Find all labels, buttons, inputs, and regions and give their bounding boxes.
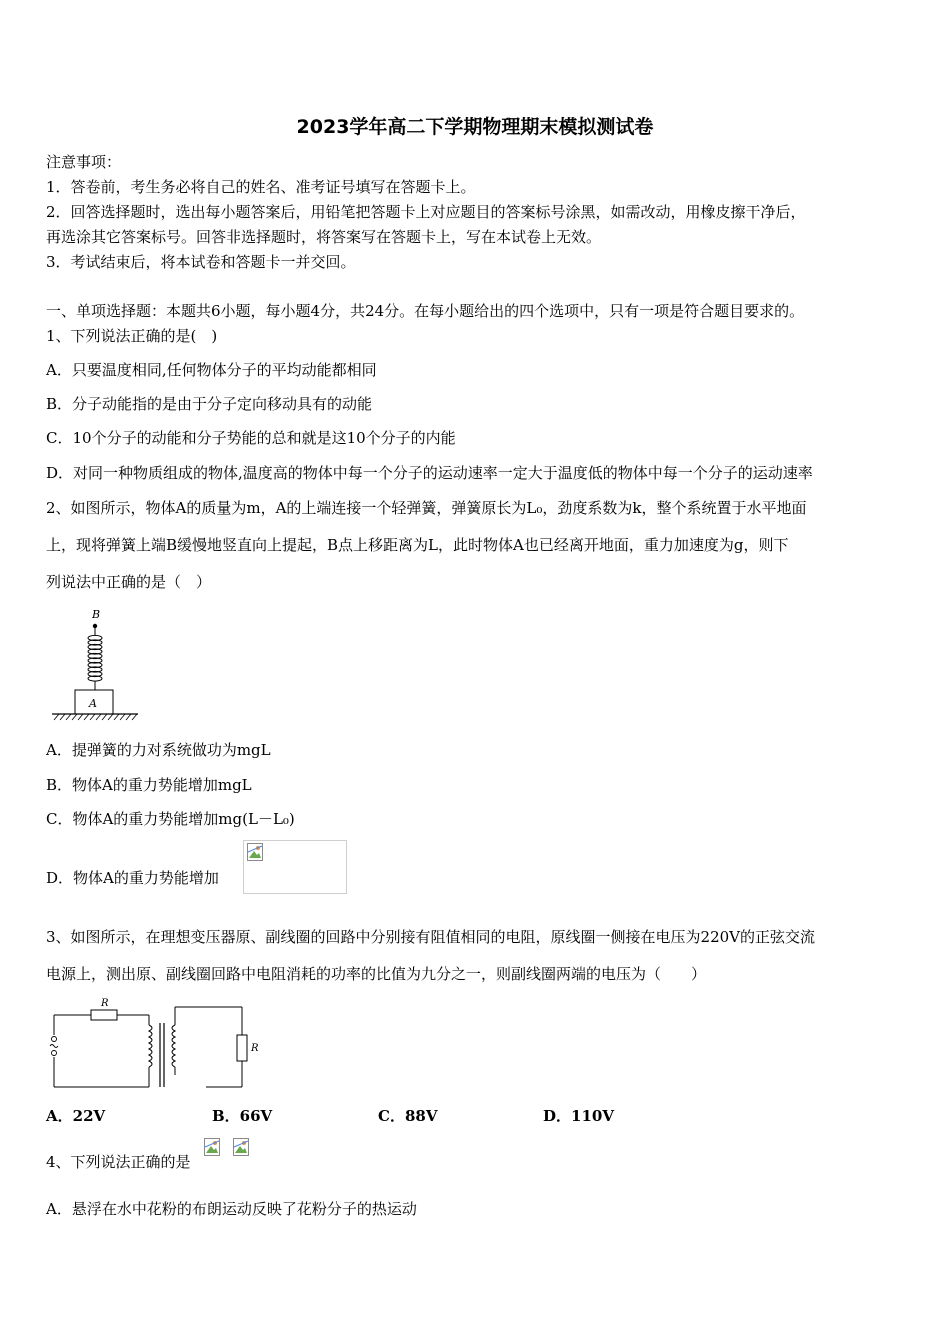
q1-option-c: C．10个分子的动能和分子势能的总和就是这10个分子的内能 [46, 429, 456, 447]
broken-image-icon [233, 1138, 249, 1156]
q1-option-d: D．对同一种物质组成的物体,温度高的物体中每一个分子的运动速率一定大于温度低的物体中每一个分子的运动速率 [46, 464, 813, 482]
q4-option-a: A．悬浮在水中花粉的布朗运动反映了花粉分子的热运动 [46, 1200, 417, 1218]
label-b: B [92, 608, 101, 621]
secondary-loop [175, 1007, 247, 1087]
q3-option-a: A．22V [46, 1107, 106, 1125]
ac-source-icon [50, 1037, 58, 1056]
q3-option-d: D．110V [543, 1107, 614, 1125]
label-a: A [89, 697, 97, 710]
secondary-resistor [237, 1035, 247, 1061]
notice-item-2-cont: 再选涂其它答案标号。回答非选择题时，将答案写在答题卡上，写在本试卷上无效。 [46, 228, 602, 246]
broken-image-icon [204, 1138, 220, 1156]
q3-stem-line-2: 电源上，测出原、副线圈回路中电阻消耗的功率的比值为九分之一，则副线圈两端的电压为（ ） [46, 965, 707, 983]
label-r2: R [251, 1043, 259, 1054]
spring-block-figure [46, 604, 146, 726]
secondary-coil [172, 1025, 175, 1067]
notice-heading: 注意事项： [46, 153, 122, 171]
q2-option-d: D．物体A的重力势能增加 [46, 869, 219, 887]
q1-option-a: A．只要温度相同,任何物体分子的平均动能都相同 [46, 361, 377, 379]
q1-option-b: B．分子动能指的是由于分子定向移动具有的动能 [46, 395, 373, 413]
q1-stem: 1、下列说法正确的是( ) [46, 327, 218, 345]
point-b [93, 624, 97, 628]
q3-stem-line-1: 3、如图所示，在理想变压器原、副线圈的回路中分别接有阻值相同的电阻，原线圈一侧接在电压为220V的正弦交流 [46, 928, 816, 946]
exam-title: 2023学年高二下学期物理期末模拟测试卷 [296, 116, 654, 138]
q2-option-b: B．物体A的重力势能增加mgL [46, 776, 252, 794]
notice-item-2: 2．回答选择题时，选出每小题答案后，用铅笔把答题卡上对应题目的答案标号涂黑，如需改动，用橡皮擦干净后， [46, 203, 806, 221]
q2-stem-line-1: 2、如图所示，物体A的质量为m，A的上端连接一个轻弹簧，弹簧原长为L₀，劲度系数为k，整个系统置于水平地面 [46, 499, 807, 517]
broken-formula-image [243, 840, 347, 894]
q2-option-a: A．提弹簧的力对系统做功为mgL [46, 741, 271, 759]
q2-stem-line-2: 上，现将弹簧上端B缓慢地竖直向上提起，B点上移距离为L，此时物体A也已经离开地面，重力加速度为g，则下 [46, 536, 789, 554]
primary-resistor [91, 1010, 117, 1020]
label-r1: R [101, 998, 109, 1009]
q3-option-b: B．66V [212, 1107, 273, 1125]
q2-stem-line-3: 列说法中正确的是（ ） [46, 573, 212, 591]
transformer-circuit-figure [46, 995, 276, 1095]
q2-option-c: C．物体A的重力势能增加mg(L－L₀) [46, 810, 295, 828]
notice-item-1: 1．答卷前，考生务必将自己的姓名、准考证号填写在答题卡上。 [46, 178, 476, 196]
broken-image-icon [247, 843, 263, 861]
spring-coil [88, 635, 102, 681]
notice-item-3: 3．考试结束后，将本试卷和答题卡一并交回。 [46, 253, 356, 271]
primary-coil [149, 1025, 152, 1067]
q3-option-c: C．88V [378, 1107, 438, 1125]
q4-stem: 4、下列说法正确的是 [46, 1153, 191, 1171]
primary-loop [54, 1010, 149, 1087]
section-heading: 一、单项选择题：本题共6小题，每小题4分，共24分。在每小题给出的四个选项中，只有一项是符合题目要求的。 [46, 302, 805, 320]
ground-hatching [54, 714, 137, 720]
